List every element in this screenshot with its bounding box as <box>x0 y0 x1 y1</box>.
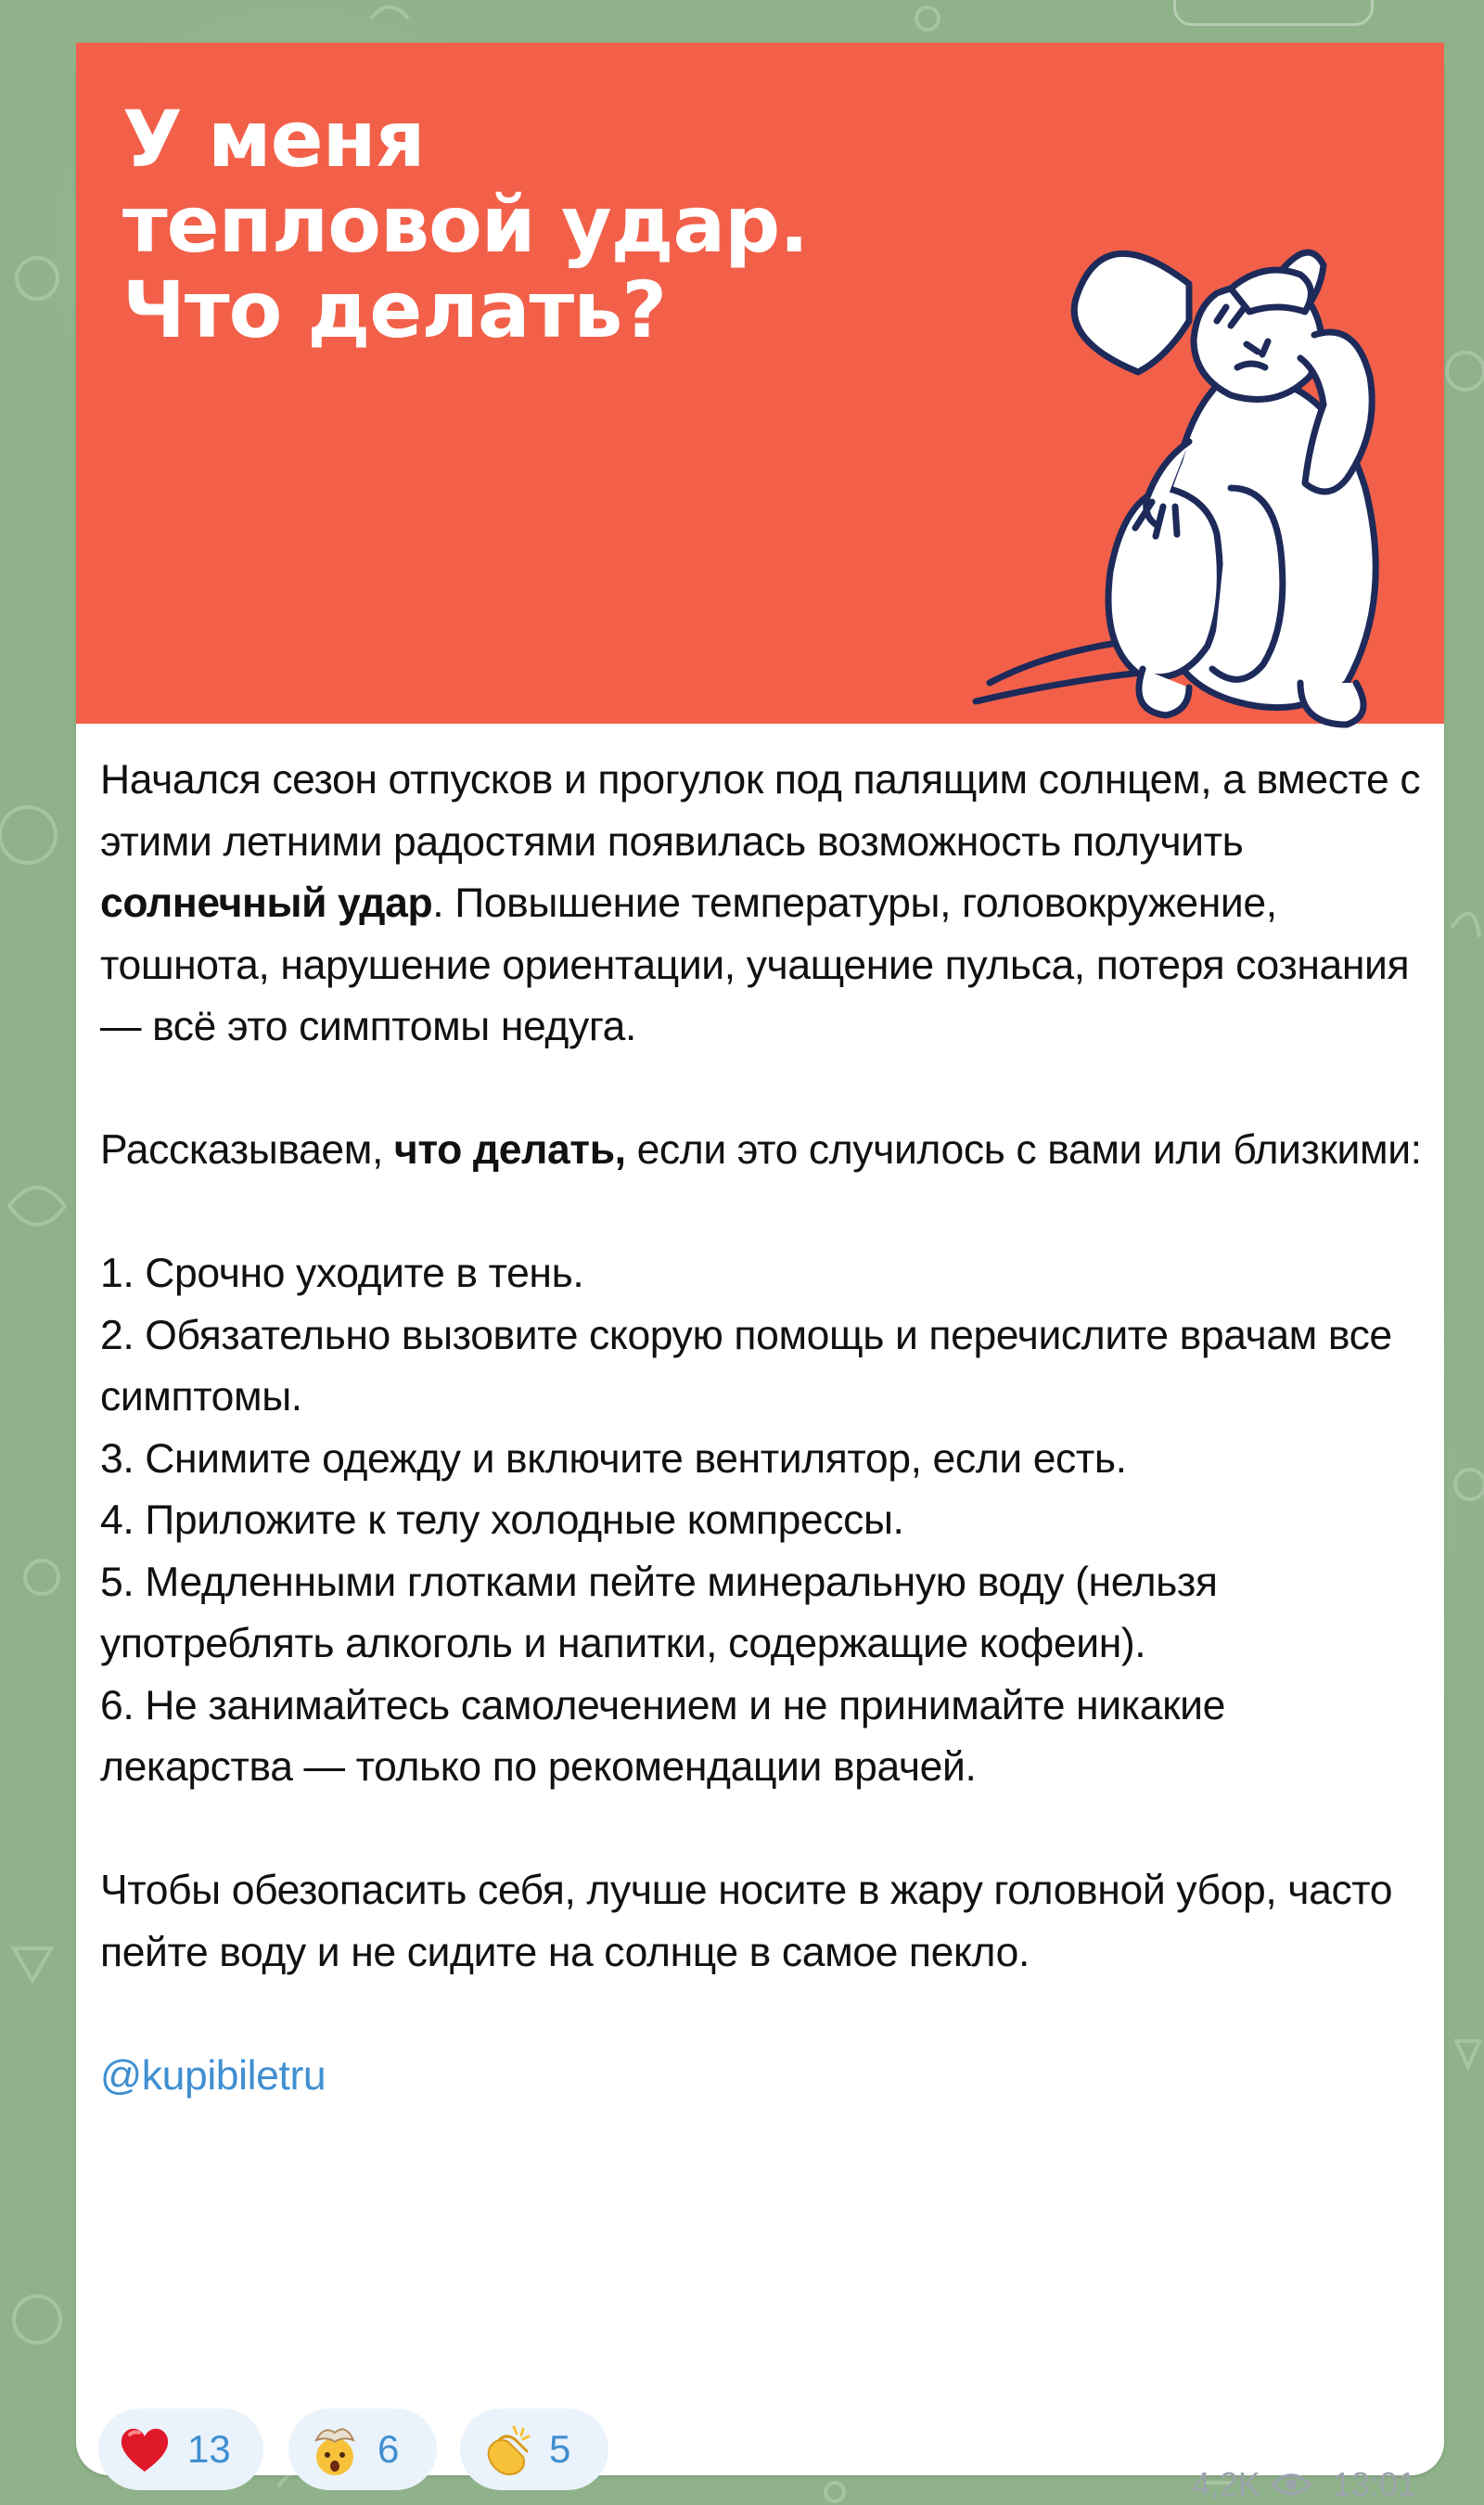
list-item: 2. Обязательно вызовите скорую помощь и перечислите врачам все симптомы. <box>100 1312 1392 1420</box>
reaction-count: 13 <box>187 2427 231 2471</box>
banner-title-line-3: Что делать? <box>122 264 667 355</box>
reaction-count: 6 <box>377 2427 400 2471</box>
paragraph-intro: Начался сезон отпусков и прогулок под палящим солнцем, а вместе с этими летними радостями появилась возможность получить солнечный удар. Повышение температуры, головокружение, тошнота, нарушение ориентации, учащение пульса, потеря сознания — всё это симптомы недуга. <box>100 757 1421 1049</box>
bold-sunstroke: солнечный удар <box>100 880 433 926</box>
paragraph-prevention: Чтобы обезопасить себя, лучше носите в жару головной убор, часто пейте воду и не сидите на солнце в самое пекло. <box>100 1868 1393 1975</box>
banner-title-line-2: тепловой удар. <box>122 179 809 270</box>
list-item: 5. Медленными глотками пейте минеральную воду (нельзя употреблять алкоголь и напитки, содержащие кофеин). <box>100 1559 1218 1666</box>
rabbit-holding-head-illustration <box>911 182 1430 739</box>
list-item: 4. Приложите к телу холодные компрессы. <box>100 1497 904 1543</box>
post-banner-image <box>76 43 1444 724</box>
channel-mention-link[interactable]: @kupibiletru <box>100 2052 326 2099</box>
reaction-exploding-head-button[interactable] <box>288 2409 437 2490</box>
clapping-hands-icon <box>477 2420 536 2479</box>
eye-icon <box>1270 2472 1312 2498</box>
wallpaper-decoration <box>1173 0 1374 26</box>
list-item: 1. Срочно уходите в тень. <box>100 1251 584 1296</box>
red-heart-icon <box>115 2420 174 2479</box>
channel-post-bubble <box>76 43 1444 2503</box>
list-item: 3. Снимите одежду и включите вентилятор, если есть. <box>100 1435 1127 1482</box>
reaction-count: 5 <box>549 2427 571 2471</box>
exploding-head-icon <box>305 2420 365 2479</box>
post-meta <box>1192 2464 1416 2505</box>
views-count: 4,2K <box>1191 2465 1260 2503</box>
list-item: 6. Не занимайтесь самолечением и не принимайте никакие лекарства — только по рекомендации врачей. <box>100 1682 1225 1790</box>
paragraph-what-to-do: Рассказываем, что делать, если это случилось с вами или близкими: <box>100 1127 1422 1173</box>
reaction-clapping-button[interactable] <box>460 2409 608 2490</box>
banner-title-line-1: У меня <box>122 94 425 185</box>
post-time: 13:01 <box>1332 2465 1416 2503</box>
banner-title <box>122 96 994 353</box>
post-text <box>100 750 1422 2107</box>
bold-what-to-do: что делать, <box>393 1127 626 1173</box>
reaction-heart-button[interactable] <box>98 2409 263 2490</box>
